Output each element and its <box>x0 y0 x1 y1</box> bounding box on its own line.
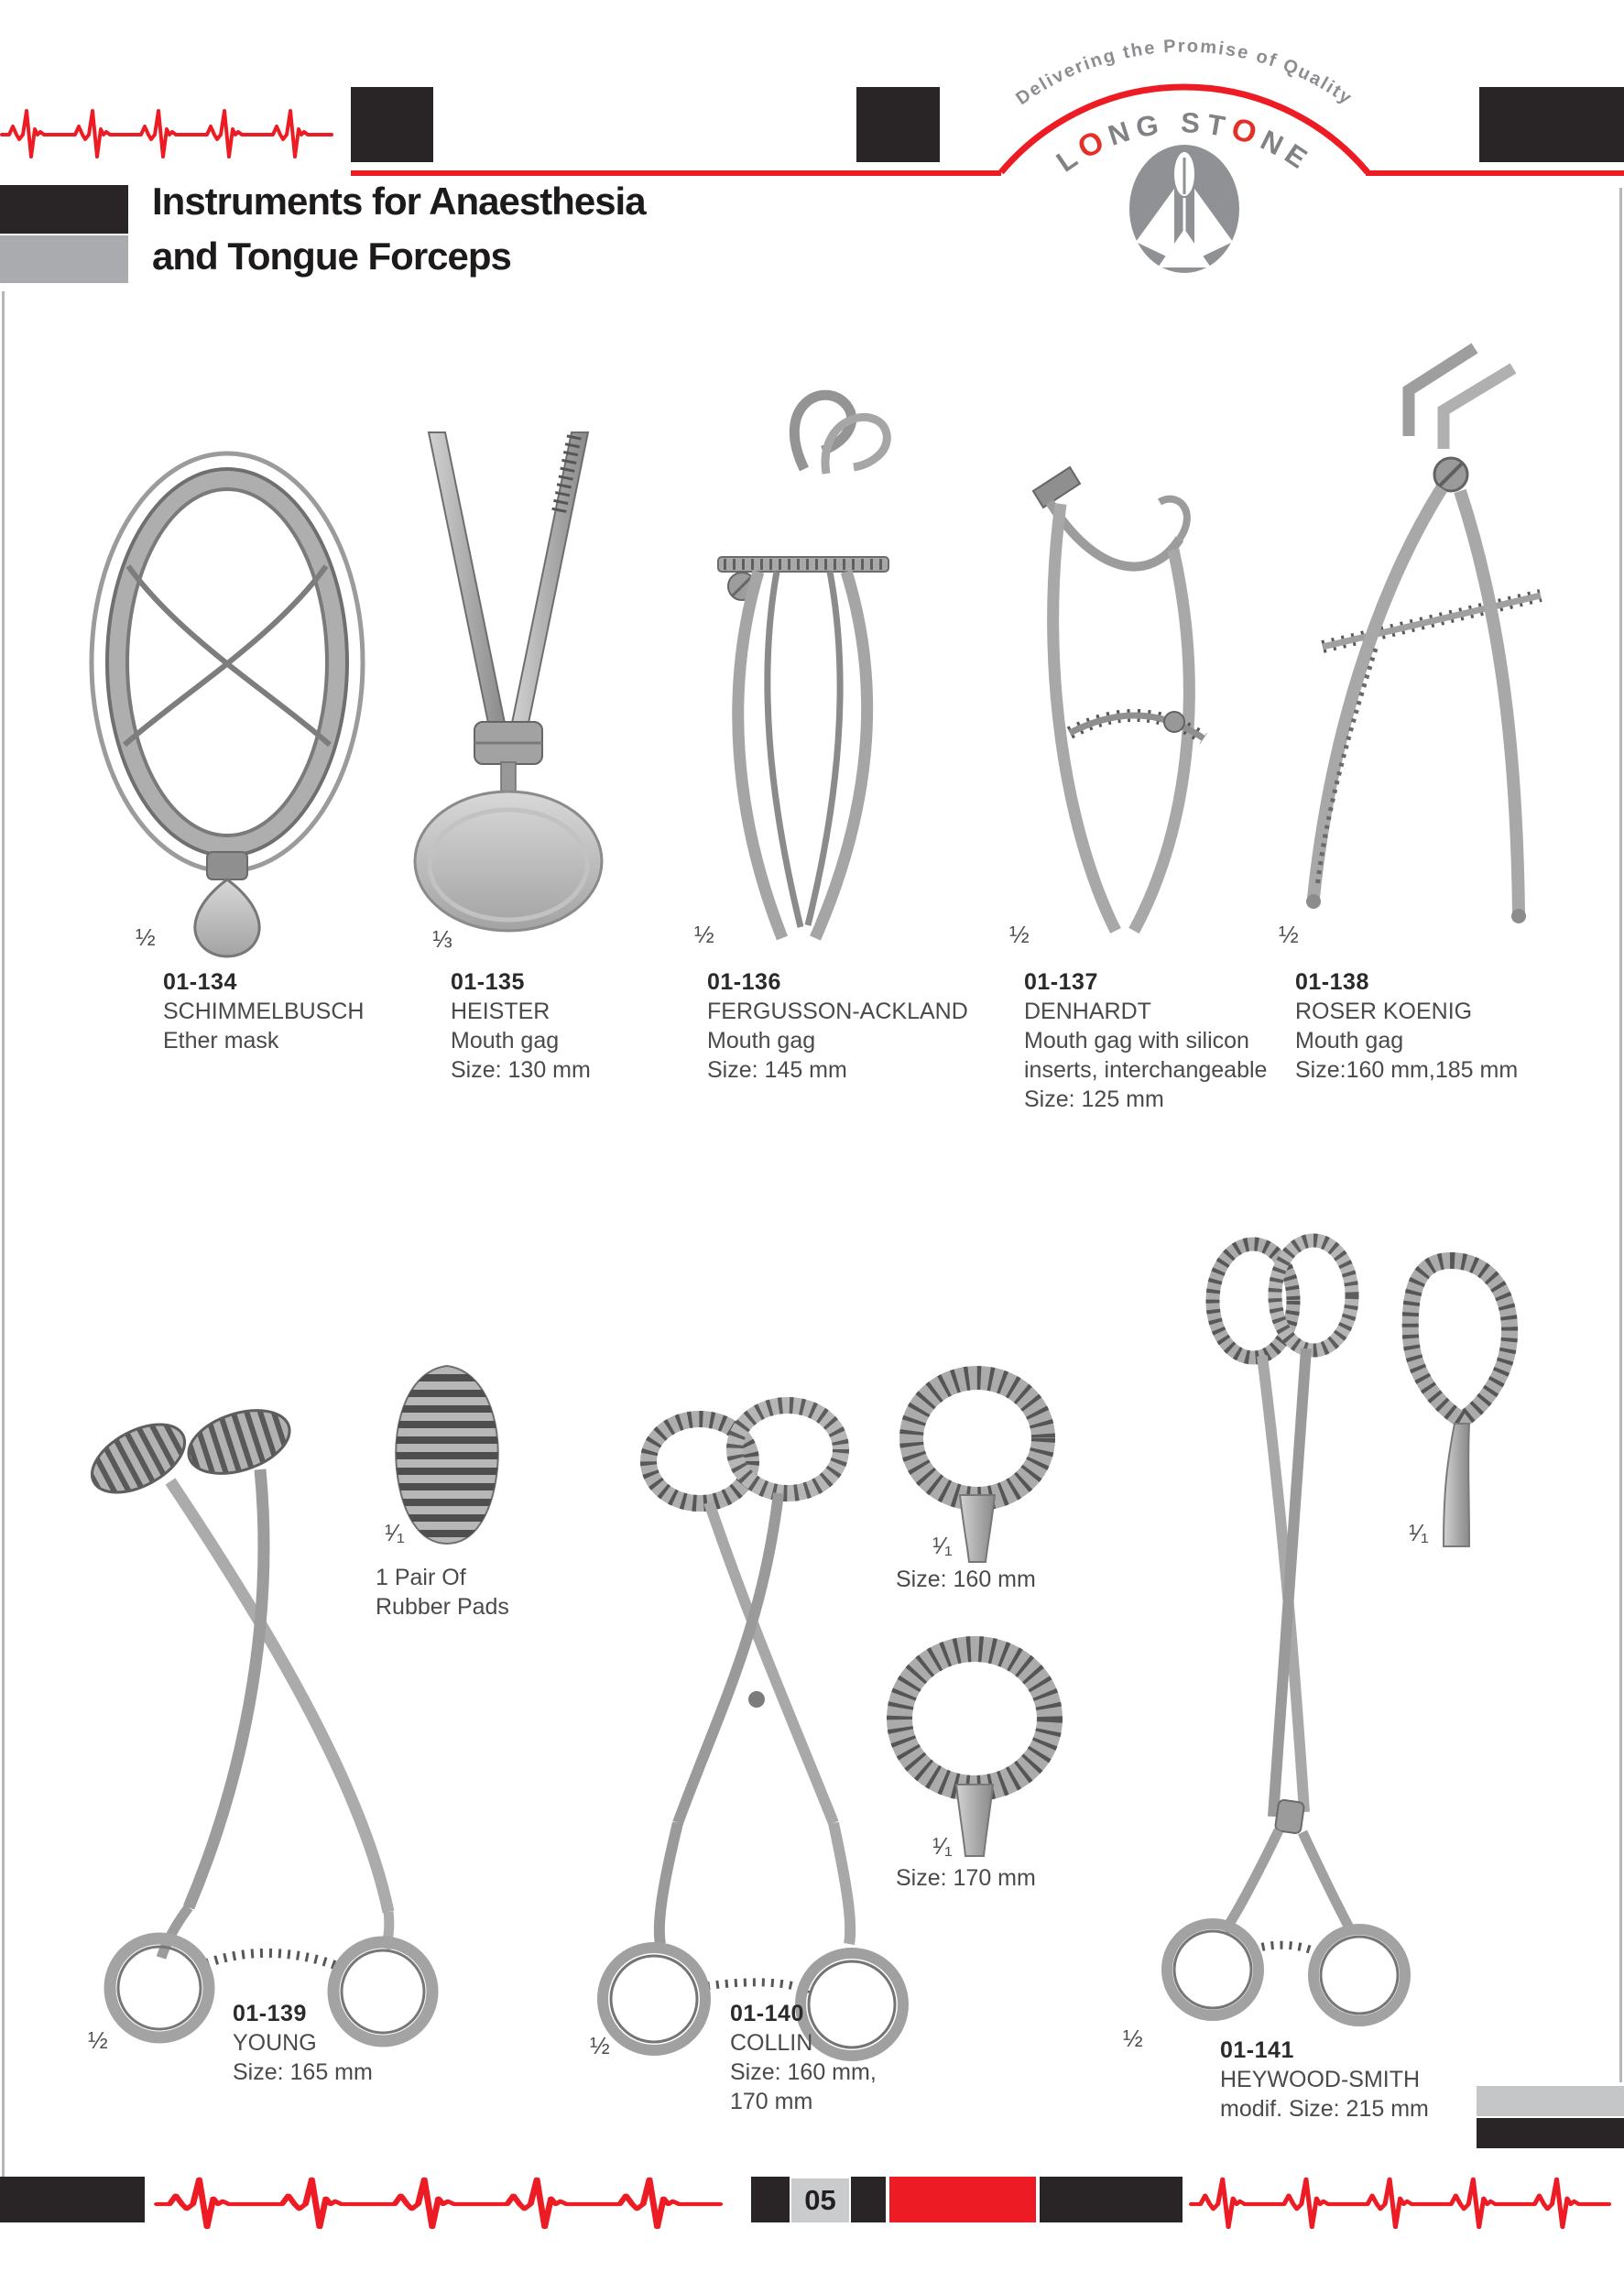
header-black-square-2 <box>856 87 940 162</box>
collin-insert-160-image <box>890 1358 1064 1564</box>
product-photo-heister-mouth-gag <box>385 423 632 955</box>
page-number: 05 <box>791 2178 849 2222</box>
product-code: 01-141 <box>1220 2037 1294 2063</box>
scale-mark: ¹⁄₁ <box>932 1532 953 1559</box>
scale-mark: ¹⁄₁ <box>1409 1519 1429 1546</box>
product-desc: Mouth gag with silicon <box>1024 1028 1249 1054</box>
logo-emblem <box>1129 145 1239 273</box>
product-size: 170 mm <box>730 2089 813 2114</box>
footer-black-block-4 <box>1040 2177 1183 2222</box>
product-label-01-134 <box>163 967 364 1055</box>
header-red-rule-left <box>351 170 1001 176</box>
product-desc: Mouth gag <box>1295 1028 1404 1054</box>
product-label-01-140 <box>730 1999 877 2116</box>
insert-170-size-label: Size: 170 mm <box>896 1865 1036 1891</box>
scale-mark: ½ <box>694 921 714 948</box>
scale-mark: ½ <box>136 923 156 951</box>
product-desc: Ether mask <box>163 1028 279 1054</box>
ecg-heartbeat-line-bottom-left <box>154 2160 740 2248</box>
scale-mark: ⅓ <box>432 925 452 953</box>
product-size: Size: 165 mm <box>233 2059 373 2085</box>
product-label-01-136 <box>707 967 968 1085</box>
header-black-square-3 <box>1479 87 1624 162</box>
page-title-line1: Instruments for Anaesthesia <box>152 180 646 223</box>
product-code: 01-136 <box>707 969 781 995</box>
product-name: HEYWOOD-SMITH <box>1220 2067 1421 2092</box>
product-name: SCHIMMELBUSCH <box>163 999 365 1024</box>
page-border-right <box>1619 188 1622 2082</box>
product-name: FERGUSSON-ACKLAND <box>707 999 968 1024</box>
product-name: DENHARDT <box>1024 999 1151 1024</box>
title-gray-block <box>0 235 128 283</box>
footer-red-block <box>889 2177 1036 2222</box>
scale-mark: ½ <box>590 2032 610 2059</box>
product-size: modif. Size: 215 mm <box>1220 2096 1429 2122</box>
product-photo-collin-tongue-forceps <box>570 1392 932 2089</box>
header-black-square-1 <box>351 87 433 162</box>
footer-black-block-1 <box>0 2177 145 2222</box>
insert-160-size-label: Size: 160 mm <box>896 1567 1036 1592</box>
rubber-pads-label: 1 Pair Of Rubber Pads <box>376 1565 509 1620</box>
product-code: 01-138 <box>1295 969 1369 995</box>
title-black-block <box>0 185 128 234</box>
product-code: 01-137 <box>1024 969 1098 995</box>
product-photo-roser-koenig-mouth-gag <box>1238 337 1568 960</box>
product-name: COLLIN <box>730 2030 813 2056</box>
product-name: ROSER KOENIG <box>1295 999 1473 1024</box>
footer-black-block-2 <box>751 2177 790 2222</box>
heywood-smith-insert-image <box>1376 1251 1527 1549</box>
product-label-01-137 <box>1024 967 1267 1114</box>
page-title-line2: and Tongue Forceps <box>152 235 511 278</box>
ecg-heartbeat-line-top <box>0 93 343 177</box>
scale-mark: ¹⁄₁ <box>385 1519 405 1546</box>
product-name: HEISTER <box>451 999 550 1024</box>
scale-mark: ¹⁄₁ <box>932 1832 953 1860</box>
logo-tagline: Delivering the Promise of Quality <box>1012 36 1357 110</box>
product-label-01-139 <box>233 1999 373 2087</box>
product-code: 01-134 <box>163 969 237 995</box>
product-size: Size: 145 mm <box>707 1057 847 1083</box>
page-border-left <box>2 291 5 2178</box>
scale-mark: ½ <box>1279 921 1299 948</box>
company-logo <box>934 27 1434 302</box>
product-code: 01-139 <box>233 2001 307 2026</box>
product-desc: Mouth gag <box>451 1028 560 1054</box>
bottom-right-gray-block <box>1477 2086 1624 2116</box>
ecg-heartbeat-line-bottom-right <box>1189 2160 1624 2248</box>
product-code: 01-140 <box>730 2001 804 2026</box>
scale-mark: ½ <box>1009 921 1030 948</box>
product-size: Size: 160 mm, <box>730 2059 877 2085</box>
product-size: Size:160 mm,185 mm <box>1295 1057 1519 1083</box>
product-size: Size: 130 mm <box>451 1057 591 1083</box>
collin-insert-170-image <box>881 1629 1069 1858</box>
product-name: YOUNG <box>233 2030 317 2056</box>
bottom-right-black-block <box>1477 2118 1624 2148</box>
scale-mark: ½ <box>88 2026 108 2054</box>
product-size: Size: 125 mm <box>1024 1086 1164 1112</box>
product-desc: inserts, interchangeable <box>1024 1057 1268 1083</box>
rubber-pad-image <box>388 1363 506 1546</box>
product-label-01-138 <box>1295 967 1518 1085</box>
product-desc: Mouth gag <box>707 1028 816 1054</box>
product-code: 01-135 <box>451 969 525 995</box>
product-photo-schimmelbusch-ether-mask <box>81 429 374 960</box>
logo-brand-text: LONG STONE <box>1050 106 1319 179</box>
product-label-01-141 <box>1220 2036 1429 2124</box>
product-photo-denhardt-mouth-gag <box>986 447 1233 955</box>
footer-black-block-3 <box>851 2177 886 2222</box>
product-label-01-135 <box>451 967 591 1085</box>
product-photo-heywood-smith-forceps <box>1074 1226 1412 2073</box>
product-photo-fergusson-ackland-mouth-gag <box>670 377 936 955</box>
scale-mark: ½ <box>1123 2025 1143 2052</box>
